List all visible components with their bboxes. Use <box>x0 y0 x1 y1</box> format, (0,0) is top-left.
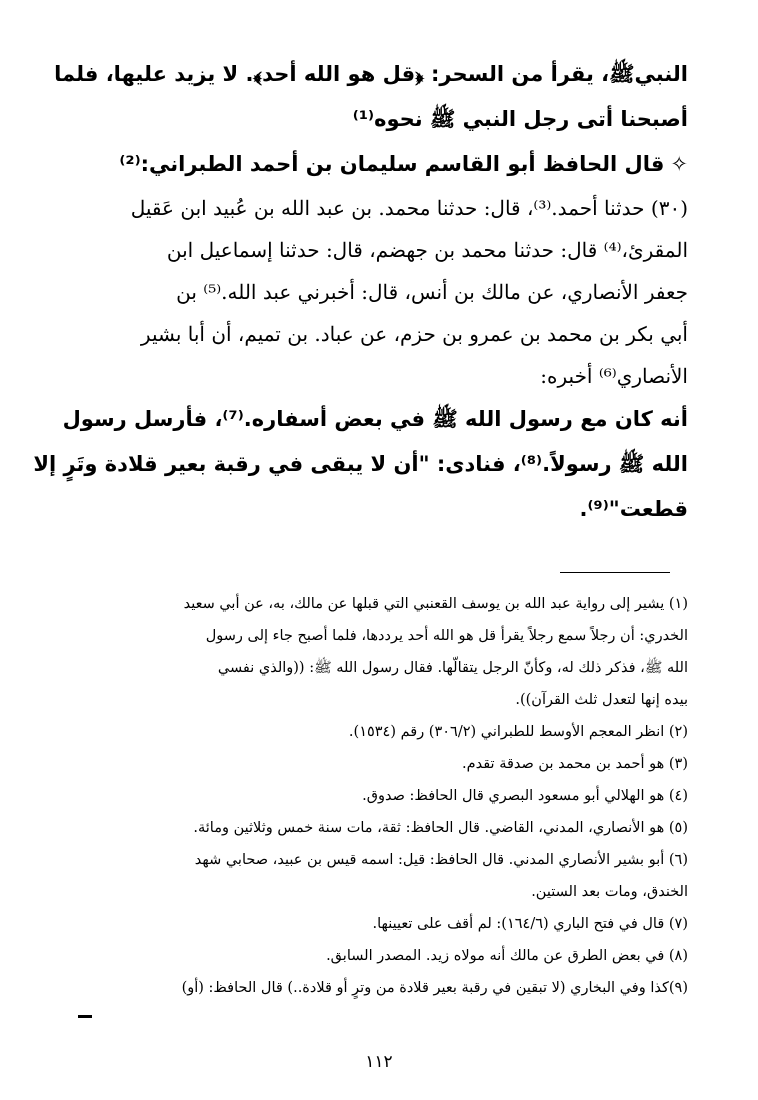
matn-line-2: الله ﷺ رسولاً.⁽⁸⁾، فنادى: "أن لا يبقى في رقبة بعير قلادة وتَرٍ إلا <box>33 452 688 476</box>
continuation-mark <box>78 1015 92 1018</box>
hadith-line-4: أبي بكر بن محمد بن عمرو بن حزم، عن عباد. بن تميم، أن أبا بشير <box>140 322 688 346</box>
footnote-line: (٦) أبو بشير الأنصاري المدني. قال الحافظ: قيل: اسمه قيس بن عبيد، صحابي شهد <box>194 852 688 868</box>
text-line-2: أصبحنا أتى رجل النبي ﷺ نحوه⁽¹⁾ <box>352 107 688 131</box>
main-text <box>33 52 688 532</box>
footnote-line: (١) يشير إلى رواية عبد الله بن يوسف القعنبي التي قبلها عن مالك، به، عن أبي سعيد <box>183 596 688 612</box>
footnote-line: (٨) في بعض الطرق عن مالك أنه مولاه زيد. المصدر السابق. <box>326 948 688 964</box>
page-number: ١١٢ <box>365 1052 393 1072</box>
footnotes <box>70 588 688 1004</box>
footnote-line: (٥) هو الأنصاري، المدني، القاضي. قال الحافظ: ثقة، مات سنة خمس وثلاثين ومائة. <box>193 820 688 836</box>
diamond-icon: ✧ <box>670 152 688 176</box>
text-line-1: النبيﷺ، يقرأ من السحر: ﴿قل هو الله أحد﴾. لا يزيد عليها، فلما <box>54 62 688 86</box>
footnote-line: بيده إنها لتعدل ثلث القرآن)). <box>515 692 688 708</box>
footnote-line: (٣) هو أحمد بن محمد بن صدقة تقدم. <box>462 756 688 772</box>
hadith-line-3: جعفر الأنصاري، عن مالك بن أنس، قال: أخبرني عبد الله.⁽⁵⁾ بن <box>176 280 688 304</box>
footnote-divider <box>560 572 670 573</box>
matn-line-3: قطعت"⁽⁹⁾. <box>579 497 688 521</box>
footnote-line: الخدري: أن رجلاً سمع رجلاً يقرأ قل هو الله أحد يرددها، فلما أصبح جاء إلى رسول <box>205 628 688 644</box>
footnote-line: الخندق، ومات بعد الستين. <box>531 884 688 900</box>
footnote-line: الله ﷺ، فذكر ذلك له، وكأنّ الرجل يتقالّها. فقال رسول الله ﷺ: ((والذي نفسي <box>217 660 688 676</box>
matn-line-1: أنه كان مع رسول الله ﷺ في بعض أسفاره.⁽⁷⁾، فأرسل رسول <box>62 407 688 431</box>
hadith-line-2: المقرئ،⁽⁴⁾ قال: حدثنا محمد بن جهضم، قال: حدثنا إسماعيل ابن <box>166 238 688 262</box>
heading-text: قال الحافظ أبو القاسم سليمان بن أحمد الطبراني:⁽²⁾ <box>119 152 665 176</box>
footnote-line: (٩)كذا وفي البخاري (لا تبقين في رقبة بعير قلادة من وترٍ أو قلادة..) قال الحافظ: (أو) <box>181 980 688 996</box>
footnote-line: (٤) هو الهلالي أبو مسعود البصري قال الحافظ: صدوق. <box>362 788 688 804</box>
footnote-line: (٧) قال في فتح الباري (١٦٤/٦): لم أقف على تعيينها. <box>372 916 688 932</box>
hadith-line-1: (٣٠) حدثنا أحمد.⁽³⁾، قال: حدثنا محمد. بن عبد الله بن عُبيد ابن عَقيل <box>130 196 688 220</box>
hadith-line-5: الأنصاري⁽⁶⁾ أخبره: <box>540 364 688 388</box>
footnote-line: (٢) انظر المعجم الأوسط للطبراني (٣٠٦/٢) رقم (١٥٣٤). <box>348 724 688 740</box>
section-heading <box>70 142 688 187</box>
